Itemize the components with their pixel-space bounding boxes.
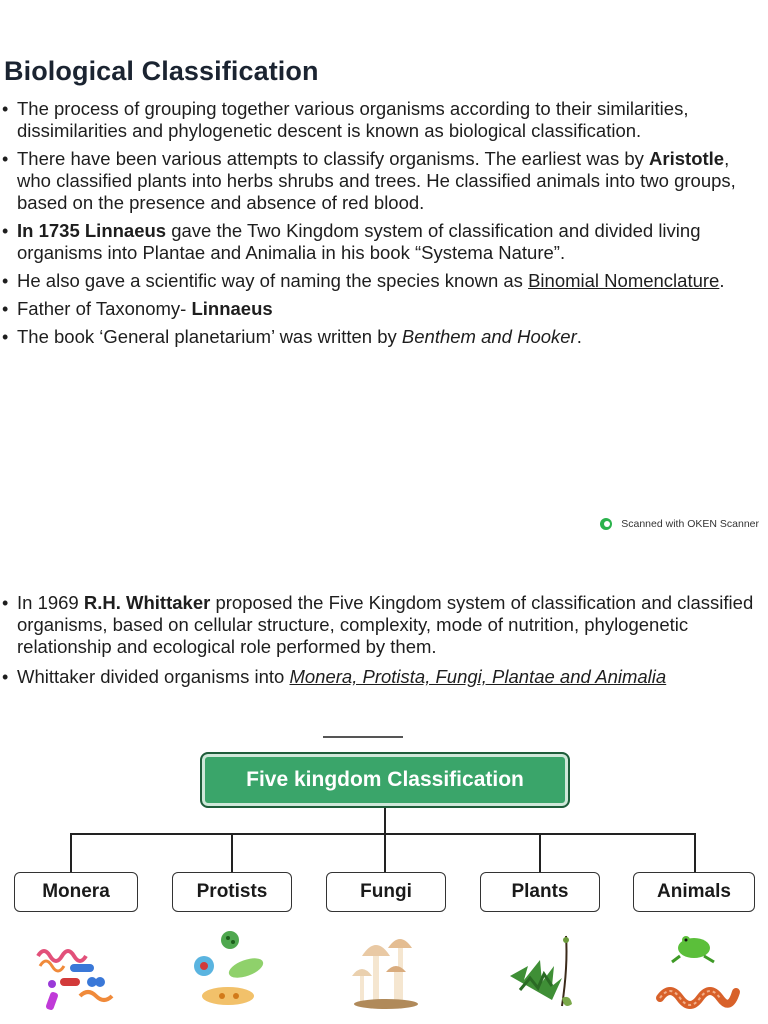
kingdom-fungi: Fungi [326,872,446,912]
bullet-text: Father of Taxonomy- [17,298,192,319]
mushroom-icon [342,926,432,1016]
bullet-item [0,592,760,658]
connector [231,833,233,872]
bullet-bold: R.H. Whittaker [83,592,211,613]
bullet-text: He also gave a scientific way of naming the species known as [17,270,529,291]
bullet-text: There have been various attempts to classify organisms. The earliest was by [17,148,650,169]
frog-snake-icon [652,926,742,1016]
scanner-logo-icon [600,518,616,530]
bullet-underline: Binomial Nomenclature [528,270,720,291]
connector [539,833,541,872]
page-title: Biological Classification [4,56,319,86]
page-two [0,560,768,1024]
bullet-italic: Benthem and Hooker [401,326,577,347]
connector [70,833,696,835]
bullet-list [0,592,760,696]
kingdom-plants: Plants [480,872,600,912]
bullet-item [0,298,760,320]
connector [384,808,386,834]
bullet-text: proposed the Five Kingdom system of classification and classified organisms, based on cellular structure, complexity, mode of nutrition, phylogenetic relationship and ecological role performed by them. [17,592,754,657]
scanner-label: Scanned with OKEN Scanner [621,518,759,530]
bullet-text: Whittaker divided organisms into [17,666,290,687]
connector [384,833,386,872]
connector [694,833,696,872]
kingdom-protists: Protists [172,872,292,912]
bullet-item [0,270,760,292]
bullet-text: , who classified plants into herbs shrubs and trees. He classified animals into two groups, based on the presence and absence of red blood. [17,148,736,213]
bullet-item [0,326,760,348]
bullet-text: The book ‘General planetarium’ was written by [17,326,402,347]
bullet-italic-underline: Monera, Protista, Fungi, Plantae and Animalia [289,666,667,687]
bullet-item [0,220,760,264]
bullet-text: . [719,270,725,291]
connector [70,833,72,872]
bullet-bold: In 1735 Linnaeus [17,220,167,241]
chart-root-box: Five kingdom Classification [200,752,570,808]
bullet-list [0,98,760,354]
protist-icon [186,926,276,1016]
divider [323,736,403,738]
bullet-text: The process of grouping together various organisms according to their similarities, dissimilarities and phylogenetic descent is known as biological classification. [17,98,689,141]
bullet-item [0,98,760,142]
bullet-text: In 1969 [17,592,84,613]
bullet-text: . [576,326,582,347]
bullet-item [0,148,760,214]
bullet-item [0,666,760,688]
bullet-bold: Linnaeus [191,298,273,319]
bullet-bold: Aristotle [649,148,725,169]
kingdom-animals: Animals [633,872,755,912]
bullet-text: gave the Two Kingdom system of classification and divided living organisms into Plantae and Animalia in his book “Systema Nature”. [17,220,701,263]
plant-icon [500,926,590,1016]
scanner-watermark [600,518,759,530]
bacteria-icon [30,926,120,1016]
kingdom-monera: Monera [14,872,138,912]
